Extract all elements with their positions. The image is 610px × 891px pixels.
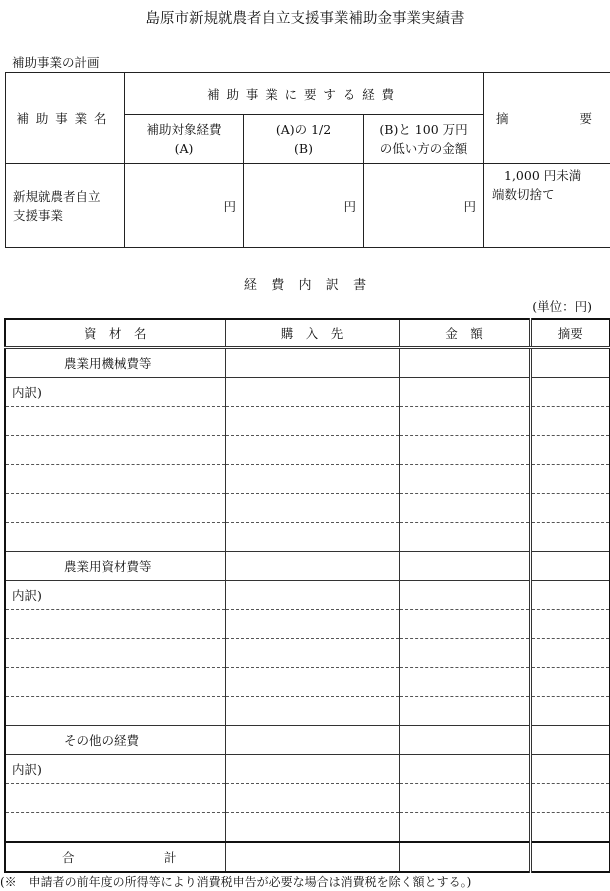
remarks-cell[interactable] bbox=[530, 813, 610, 843]
amount-cell[interactable] bbox=[399, 668, 530, 697]
material-cell[interactable] bbox=[5, 465, 225, 494]
detail-row bbox=[5, 755, 610, 784]
detail-row bbox=[5, 523, 610, 552]
amount-a-unit: 円 bbox=[223, 198, 236, 214]
breakdown-table bbox=[4, 318, 610, 873]
material-cell[interactable] bbox=[5, 494, 225, 523]
remarks-cell[interactable] bbox=[530, 465, 610, 494]
supplier-cell[interactable] bbox=[225, 523, 399, 552]
supplier-cell[interactable] bbox=[225, 668, 399, 697]
unit-label: (単位：円) bbox=[532, 299, 592, 314]
category-row bbox=[5, 552, 610, 581]
material-cell[interactable] bbox=[5, 639, 225, 668]
expenses-group-header: 補助事業に要する経費 bbox=[207, 86, 401, 102]
amount-cell[interactable] bbox=[399, 523, 530, 552]
category-name: その他の経費 bbox=[5, 726, 225, 755]
breakdown-title: 経費内訳書 bbox=[243, 278, 381, 293]
detail-row bbox=[5, 697, 610, 726]
amount-cell[interactable] bbox=[399, 784, 530, 813]
detail-row bbox=[5, 813, 610, 843]
supplier-cell[interactable] bbox=[225, 494, 399, 523]
material-cell[interactable] bbox=[5, 813, 225, 843]
amount-cell[interactable] bbox=[399, 755, 530, 784]
supplier-cell[interactable] bbox=[225, 639, 399, 668]
amount-cell[interactable] bbox=[399, 348, 530, 378]
detail-row bbox=[5, 610, 610, 639]
amount-cell[interactable] bbox=[399, 494, 530, 523]
material-cell[interactable] bbox=[5, 523, 225, 552]
remarks-cell[interactable] bbox=[530, 668, 610, 697]
total-label-cell bbox=[5, 842, 225, 872]
remarks-cell[interactable] bbox=[530, 726, 610, 755]
detail-label: 内訳) bbox=[5, 755, 225, 784]
category-row bbox=[5, 348, 610, 378]
remarks-cell[interactable] bbox=[530, 552, 610, 581]
remarks-cell[interactable] bbox=[530, 378, 610, 407]
document-title: 島原市新規就農者自立支援事業補助金事業実績書 bbox=[145, 11, 465, 27]
amount-cell[interactable] bbox=[399, 639, 530, 668]
detail-row bbox=[5, 581, 610, 610]
remarks-header-left: 摘 bbox=[496, 111, 509, 126]
category-name: 農業用機械費等 bbox=[5, 348, 225, 378]
remarks-cell[interactable] bbox=[530, 755, 610, 784]
supplier-header: 購 入 先 bbox=[225, 319, 399, 348]
amount-cell[interactable] bbox=[399, 581, 530, 610]
supplier-cell[interactable] bbox=[225, 813, 399, 843]
material-cell[interactable] bbox=[5, 668, 225, 697]
project-name-cell bbox=[6, 164, 125, 248]
supplier-cell[interactable] bbox=[225, 465, 399, 494]
material-cell[interactable] bbox=[5, 436, 225, 465]
amount-cell[interactable] bbox=[399, 697, 530, 726]
supplier-cell[interactable] bbox=[225, 610, 399, 639]
total-label-left: 合 bbox=[62, 850, 75, 865]
footnote: (※ 申請者の前年度の所得等により消費税申告が必要な場合は消費税を除く額とする。) bbox=[0, 875, 472, 889]
col-a-header bbox=[125, 115, 244, 164]
col-c-header bbox=[364, 115, 484, 164]
supplier-cell[interactable] bbox=[225, 436, 399, 465]
total-label-right: 計 bbox=[163, 850, 177, 865]
col-a-header-line2: (A) bbox=[174, 141, 194, 156]
amount-c-cell[interactable] bbox=[364, 164, 484, 248]
supplier-cell[interactable] bbox=[225, 726, 399, 755]
plan-section-label: 補助事業の計画 bbox=[12, 55, 100, 70]
remarks-header: 摘要 bbox=[530, 319, 610, 348]
col-a-header-line1: 補助対象経費 bbox=[146, 122, 222, 137]
detail-row bbox=[5, 407, 610, 436]
remarks-cell[interactable] bbox=[530, 348, 610, 378]
remarks-cell[interactable] bbox=[530, 436, 610, 465]
amount-cell[interactable] bbox=[399, 378, 530, 407]
remarks-cell[interactable] bbox=[530, 639, 610, 668]
project-name-line1: 新規就農者自立 bbox=[13, 188, 101, 204]
detail-row bbox=[5, 639, 610, 668]
detail-row bbox=[5, 494, 610, 523]
detail-row bbox=[5, 436, 610, 465]
total-amount-cell[interactable] bbox=[399, 842, 530, 872]
supplier-cell[interactable] bbox=[225, 407, 399, 436]
remarks-cell[interactable] bbox=[530, 494, 610, 523]
amount-cell[interactable] bbox=[399, 552, 530, 581]
detail-label: 内訳) bbox=[5, 378, 225, 407]
detail-row bbox=[5, 378, 610, 407]
plan-table bbox=[5, 72, 610, 248]
detail-row bbox=[5, 465, 610, 494]
project-name-header-cell bbox=[6, 73, 125, 164]
amount-cell[interactable] bbox=[399, 436, 530, 465]
amount-cell[interactable] bbox=[399, 407, 530, 436]
supplier-cell[interactable] bbox=[225, 755, 399, 784]
total-supplier-cell bbox=[225, 842, 399, 872]
remarks-line1: 1,000 円未満 bbox=[504, 168, 582, 183]
remarks-line2: 端数切捨て bbox=[492, 187, 555, 202]
col-b-header-line1: (A)の 1/2 bbox=[275, 122, 332, 137]
amount-header: 金 額 bbox=[399, 319, 530, 348]
project-name-line2: 支援事業 bbox=[13, 207, 64, 223]
amount-cell[interactable] bbox=[399, 465, 530, 494]
col-c-header-line1: (B)と 100 万円 bbox=[379, 122, 468, 137]
material-header: 資 材 名 bbox=[5, 319, 225, 348]
remarks-cell[interactable] bbox=[530, 784, 610, 813]
supplier-cell[interactable] bbox=[225, 784, 399, 813]
amount-c-unit: 円 bbox=[463, 198, 476, 214]
amount-cell[interactable] bbox=[399, 610, 530, 639]
detail-label: 内訳) bbox=[5, 581, 225, 610]
category-name: 農業用資材費等 bbox=[5, 552, 225, 581]
amount-a-cell[interactable] bbox=[125, 164, 244, 248]
remarks-cell[interactable] bbox=[530, 407, 610, 436]
supplier-cell[interactable] bbox=[225, 581, 399, 610]
total-row bbox=[5, 842, 610, 872]
col-c-header-line2: の低い方の金額 bbox=[379, 141, 468, 156]
material-cell[interactable] bbox=[5, 697, 225, 726]
remarks-cell[interactable] bbox=[530, 610, 610, 639]
total-remarks-cell[interactable] bbox=[530, 842, 610, 872]
detail-row bbox=[5, 668, 610, 697]
supplier-cell[interactable] bbox=[225, 378, 399, 407]
amount-cell[interactable] bbox=[399, 726, 530, 755]
project-name-header: 補助事業名 bbox=[16, 111, 114, 126]
supplier-cell[interactable] bbox=[225, 697, 399, 726]
material-cell[interactable] bbox=[5, 407, 225, 436]
remarks-header-cell bbox=[484, 73, 610, 164]
supplier-cell[interactable] bbox=[225, 348, 399, 378]
category-row bbox=[5, 726, 610, 755]
amount-b-cell[interactable] bbox=[244, 164, 364, 248]
remarks-cell[interactable] bbox=[530, 523, 610, 552]
material-cell[interactable] bbox=[5, 784, 225, 813]
amount-cell[interactable] bbox=[399, 813, 530, 843]
col-b-header bbox=[244, 115, 364, 164]
detail-row bbox=[5, 784, 610, 813]
col-b-header-line2: (B) bbox=[294, 141, 313, 156]
expenses-group-header-cell bbox=[125, 73, 484, 115]
remarks-cell[interactable] bbox=[530, 697, 610, 726]
remarks-cell[interactable] bbox=[530, 581, 610, 610]
supplier-cell[interactable] bbox=[225, 552, 399, 581]
remarks-header-right: 要 bbox=[579, 111, 592, 126]
remarks-cell bbox=[484, 164, 610, 248]
material-cell[interactable] bbox=[5, 610, 225, 639]
amount-b-unit: 円 bbox=[343, 198, 356, 214]
